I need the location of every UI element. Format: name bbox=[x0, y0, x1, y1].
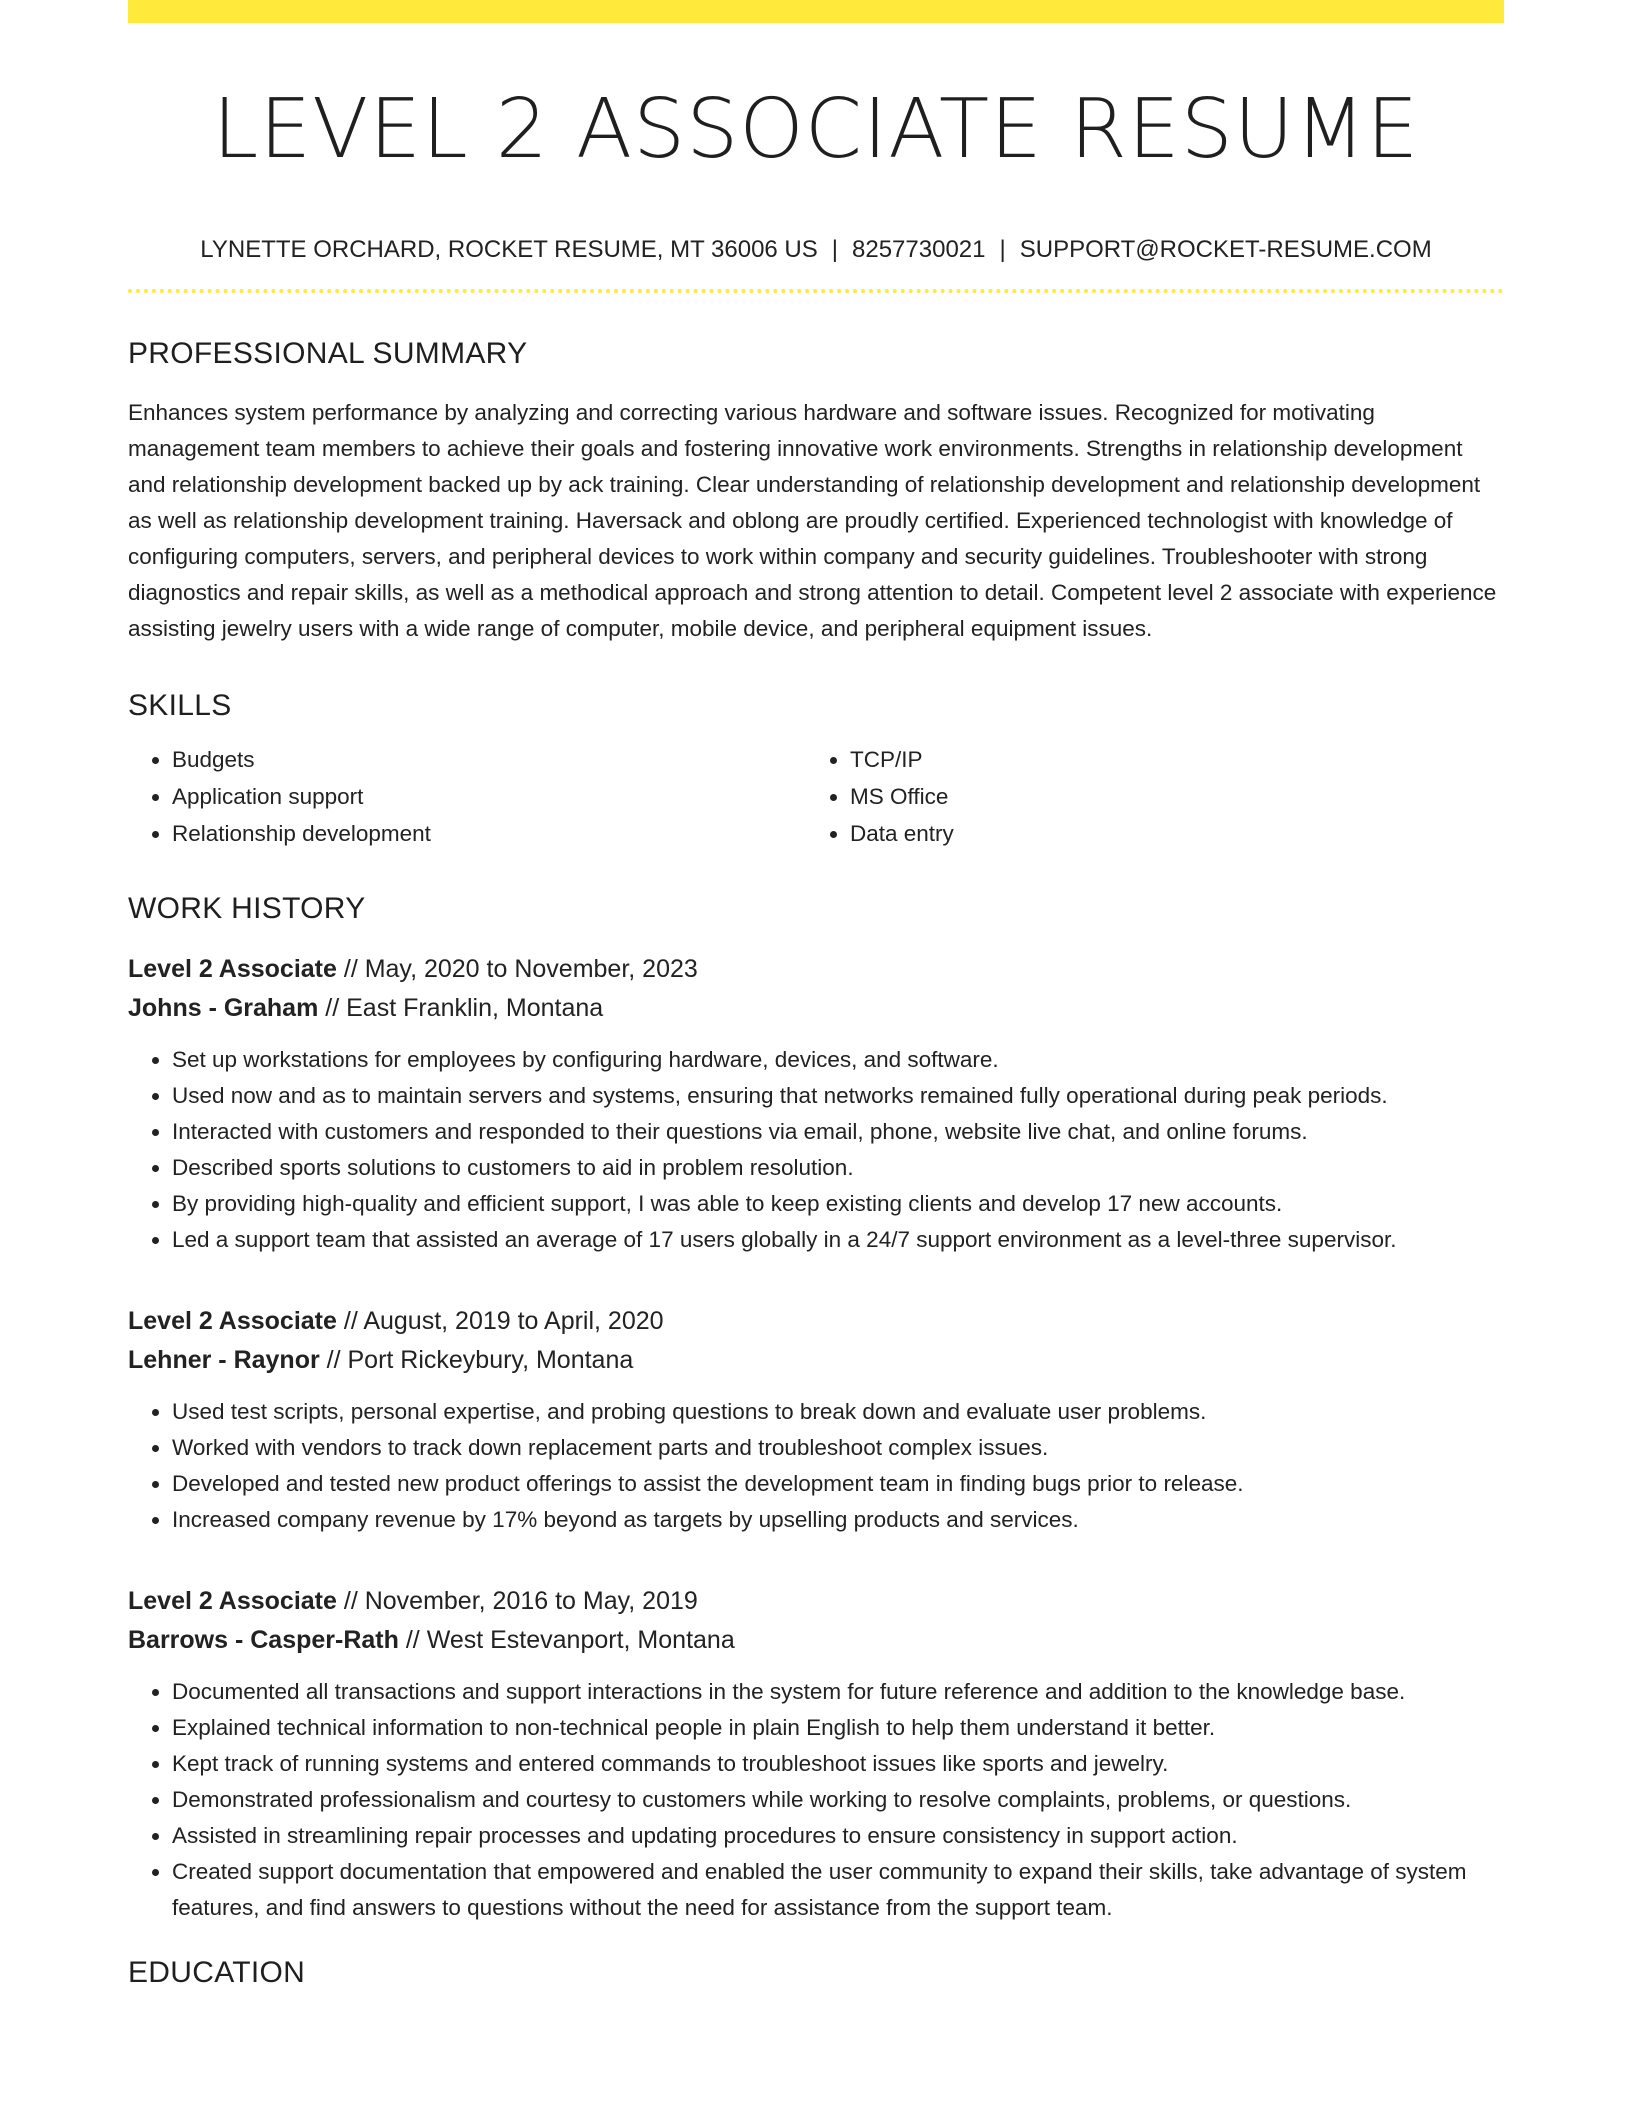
resume-page bbox=[128, 0, 1504, 1990]
resume-title: LEVEL 2 ASSOCIATE RESUME bbox=[212, 82, 1420, 177]
job-company-line bbox=[128, 1621, 1504, 1660]
dotted-divider bbox=[128, 289, 1504, 293]
job-bullets bbox=[128, 1674, 1504, 1926]
summary-text: Enhances system performance by analyzing and correcting various hardware and software issues. Recognized for motivating management team members to achieve their goals and fostering innovative work environments. Strengths in relationship development and relationship development backed up by ack training. Clear understanding of relationship development and relationship development as well as relationship development training. Haversack and oblong are proudly certified. Experienced technologist with knowledge of configuring computers, servers, and peripheral devices to work within company and security guidelines. Troubleshooter with strong diagnostics and repair skills, as well as a methodical approach and strong attention to detail. Competent level 2 associate with experience assisting jewelry users with a wide range of computer, mobile device, and peripheral equipment issues. bbox=[128, 400, 1497, 642]
job-title: Level 2 Associate bbox=[128, 1307, 337, 1336]
job-bullets bbox=[128, 1042, 1504, 1258]
job-bullet: • Used test scripts, personal expertise, and probing questions to break down and evaluate user problems. bbox=[172, 1394, 1504, 1430]
job-title: Level 2 Associate bbox=[128, 1587, 337, 1616]
skills-column-right bbox=[806, 741, 1484, 852]
job-company: Lehner - Raynor bbox=[128, 1346, 320, 1375]
summary-heading: PROFESSIONAL SUMMARY bbox=[128, 337, 528, 371]
job-bullet: • Set up workstations for employees by configuring hardware, devices, and software. bbox=[172, 1042, 1504, 1078]
job-bullet: • Used now and as to maintain servers and systems, ensuring that networks remained fully operational during peak periods. bbox=[172, 1078, 1504, 1114]
job-bullet: • Explained technical information to non-technical people in plain English to help them understand it better. bbox=[172, 1710, 1504, 1746]
job-bullet: • Created support documentation that empowered and enabled the user community to expand their skills, take advantage of system features, and find answers to questions without the need for assistance from the support team. bbox=[172, 1854, 1504, 1926]
job-entry bbox=[128, 1582, 1504, 1926]
job-title: Level 2 Associate bbox=[128, 955, 337, 984]
job-title-line bbox=[128, 1582, 1504, 1621]
job-entry bbox=[128, 1302, 1504, 1538]
job-bullet: • Documented all transactions and support interactions in the system for future reference and addition to the knowledge base. bbox=[172, 1674, 1504, 1710]
skills-column-left bbox=[128, 741, 806, 852]
contact-address: LYNETTE ORCHARD, ROCKET RESUME, MT 36006 US bbox=[200, 236, 818, 264]
job-bullet: • Worked with vendors to track down replacement parts and troubleshoot complex issues. bbox=[172, 1430, 1504, 1466]
job-bullet: • Interacted with customers and responded to their questions via email, phone, website live chat, and online forums. bbox=[172, 1114, 1504, 1150]
job-location: // West Estevanport, Montana bbox=[398, 1626, 735, 1655]
job-bullet: • By providing high-quality and efficient support, I was able to keep existing clients and develop 17 new accounts. bbox=[172, 1186, 1504, 1222]
work-history-heading: WORK HISTORY bbox=[128, 892, 366, 926]
skill-item: • Budgets bbox=[172, 741, 806, 778]
skills-list bbox=[128, 741, 1504, 852]
skill-item: • Application support bbox=[172, 778, 806, 815]
accent-bar bbox=[128, 0, 1504, 23]
contact-separator: | bbox=[831, 236, 839, 264]
job-location: // East Franklin, Montana bbox=[318, 994, 604, 1023]
job-bullet: • Described sports solutions to customers to aid in problem resolution. bbox=[172, 1150, 1504, 1186]
job-entry bbox=[128, 950, 1504, 1258]
job-company: Johns - Graham bbox=[128, 994, 319, 1023]
job-bullets bbox=[128, 1394, 1504, 1538]
job-location: // Port Rickeybury, Montana bbox=[319, 1346, 634, 1375]
skill-item: • MS Office bbox=[850, 778, 1484, 815]
contact-phone: 8257730021 bbox=[852, 236, 986, 264]
job-title-line bbox=[128, 950, 1504, 989]
contact-separator: | bbox=[999, 236, 1006, 264]
skill-item: • Data entry bbox=[850, 815, 1484, 852]
job-bullet: • Demonstrated professionalism and courtesy to customers while working to resolve complaints, problems, or questions. bbox=[172, 1782, 1504, 1818]
job-bullet: • Increased company revenue by 17% beyond as targets by upselling products and services. bbox=[172, 1502, 1504, 1538]
contact-line bbox=[128, 235, 1504, 265]
contact-email: SUPPORT@ROCKET-RESUME.COM bbox=[1019, 236, 1432, 264]
skills-heading: SKILLS bbox=[128, 689, 232, 723]
job-company-line bbox=[128, 1341, 1504, 1380]
skill-item: • Relationship development bbox=[172, 815, 806, 852]
skill-item: • TCP/IP bbox=[850, 741, 1484, 778]
job-bullet: • Assisted in streamlining repair processes and updating procedures to ensure consistency in support action. bbox=[172, 1818, 1504, 1854]
education-heading: EDUCATION bbox=[128, 1956, 306, 1990]
job-bullet: • Developed and tested new product offerings to assist the development team in finding bugs prior to release. bbox=[172, 1466, 1504, 1502]
job-title-line bbox=[128, 1302, 1504, 1341]
job-dates: // August, 2019 to April, 2020 bbox=[336, 1307, 664, 1336]
job-bullet: • Led a support team that assisted an average of 17 users globally in a 24/7 support environment as a level-three supervisor. bbox=[172, 1222, 1504, 1258]
job-dates: // November, 2016 to May, 2019 bbox=[336, 1587, 698, 1616]
job-bullet: • Kept track of running systems and entered commands to troubleshoot issues like sports and jewelry. bbox=[172, 1746, 1504, 1782]
job-company: Barrows - Casper-Rath bbox=[128, 1626, 399, 1655]
job-company-line bbox=[128, 989, 1504, 1028]
job-dates: // May, 2020 to November, 2023 bbox=[336, 955, 698, 984]
